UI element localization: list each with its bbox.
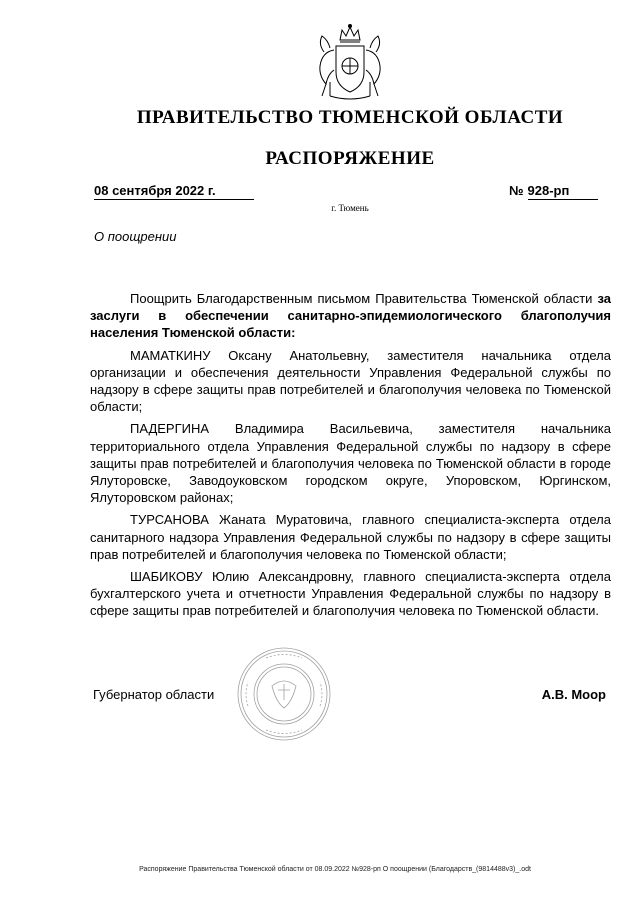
organization-title: ПРАВИТЕЛЬСТВО ТЮМЕНСКОЙ ОБЛАСТИ	[136, 107, 564, 128]
signatory-name: А.В. Моор	[541, 687, 606, 702]
document-city: г. Тюмень	[331, 203, 369, 213]
document-type-title: РАСПОРЯЖЕНИЕ	[265, 148, 435, 169]
number-sign: №	[509, 183, 524, 198]
list-item: ПАДЕРГИНА Владимира Васильевича, заместителя начальника территориального отдела Управления Федеральной службы по надзору в сфере защиты прав потребителей и благополучия человека по Тюменской области в городе Ялуторовске, Заводоуковском городском округе, Упоровском, Юргинском, Ялуторовском районах;	[90, 421, 611, 506]
document-footer: Распоряжение Правительства Тюменской области от 08.09.2022 №928-рп О поощрении (Благодарств_(9814488v3)_.odt	[139, 866, 531, 873]
document-number	[509, 183, 605, 200]
document-body	[90, 290, 611, 625]
document-subject: О поощрении	[94, 229, 177, 244]
intro-text: Поощрить Благодарственным письмом Правительства Тюменской области	[130, 291, 598, 306]
list-item: ТУРСАНОВА Жаната Муратовича, главного специалиста-эксперта отдела санитарного надзора Управления Федеральной службы по надзору в сфере защиты прав потребителей и благополучия человека по Тюменской области;	[90, 512, 611, 562]
signatory-title: Губернатор области	[93, 687, 215, 702]
official-seal-stamp	[236, 646, 332, 742]
intro-paragraph	[90, 290, 611, 342]
document-date: 08 сентября 2022 г.	[94, 183, 254, 200]
number-value: 928-рп	[528, 183, 598, 200]
intro-bold-text: за заслуги в обеспечении санитарно-эпидемиологического благополучия населения Тюменской области:	[90, 291, 611, 341]
list-item: МАМАТКИНУ Оксану Анатольевну, заместителя начальника отдела организации и обеспечения деятельности Управления Федеральной службы по надзору в сфере защиты прав потребителей и благополучия человека по Тюменской области;	[90, 347, 611, 415]
list-item: ШАБИКОВУ Юлию Александровну, главного специалиста-эксперта отдела бухгалтерского учета и отчетности Управления Федеральной службы по надзору в сфере защиты прав потребителей и благополучия человека по Тюменской области.	[90, 569, 611, 619]
coat-of-arms-icon	[312, 22, 388, 102]
